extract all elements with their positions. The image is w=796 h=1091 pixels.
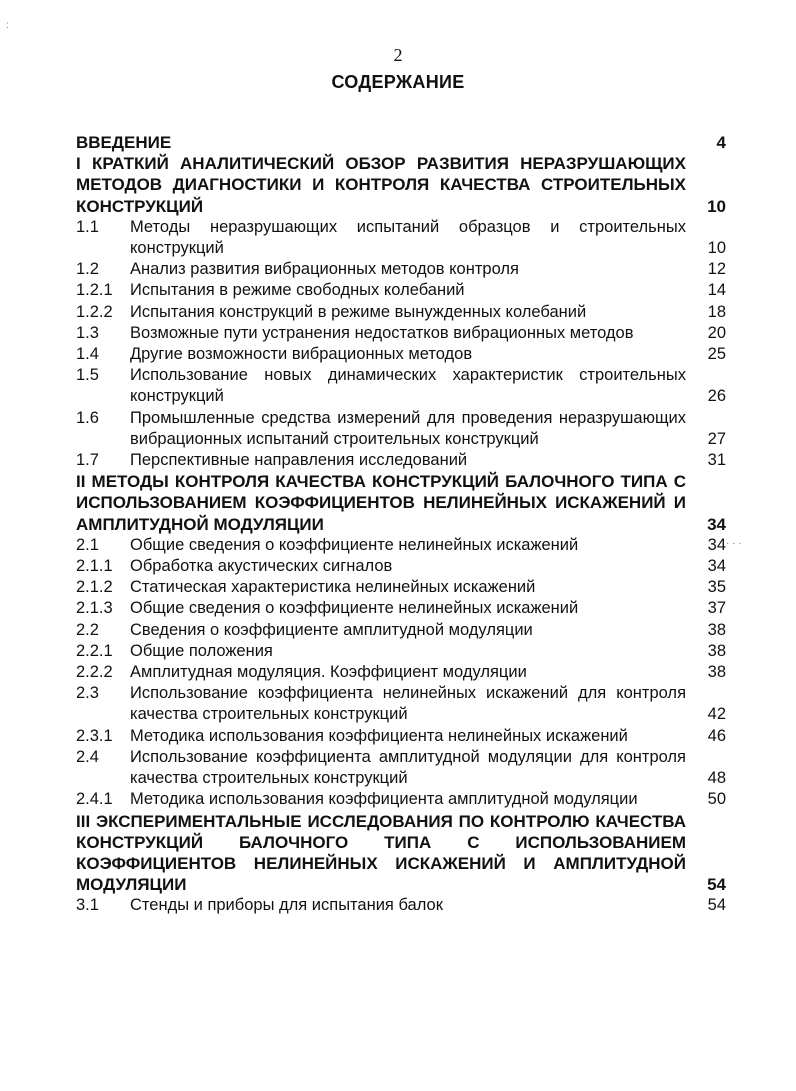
toc-entry-title: Анализ развития вибрационных методов контроля (130, 260, 519, 279)
toc-entry-number: 1.5 (76, 366, 99, 385)
toc-entry-title: Промышленные средства измерений для проведения неразрушающих вибрационных испытаний строительных конструкций (130, 408, 686, 448)
toc-entry-page: 26 (707, 387, 726, 406)
toc-entry-number: 2.3.1 (76, 726, 113, 745)
toc-entry-page: 14 (707, 281, 726, 300)
toc-section-entry (76, 302, 726, 323)
toc-entry-number: 2.1.1 (76, 557, 113, 576)
toc-entry-title: Стенды и приборы для испытания балок (130, 896, 443, 915)
toc-entry-title: Обработка акустических сигналов (130, 557, 393, 576)
toc-section-entry (76, 641, 726, 662)
toc-section-entry (76, 280, 726, 301)
table-of-contents (76, 132, 726, 917)
toc-section-entry (76, 365, 726, 407)
toc-entry-page: 31 (707, 451, 726, 470)
page-number: 2 (393, 45, 403, 65)
toc-entry-number: 1.2.1 (76, 281, 113, 300)
toc-entry-title: Методы неразрушающих испытаний образцов и строительных конструкций (130, 217, 686, 258)
toc-entry-number: 1.2.2 (76, 302, 113, 321)
toc-entry-title: ВВЕДЕНИЕ (76, 133, 172, 152)
toc-entry-title: Общие сведения о коэффициенте нелинейных искажений (130, 535, 579, 554)
toc-section-entry (76, 747, 726, 789)
toc-entry-number: 1.6 (76, 408, 99, 427)
toc-section-entry (76, 535, 726, 556)
toc-entry-page: 38 (707, 641, 726, 660)
toc-section-entry (76, 450, 726, 471)
toc-entry-number: 1.4 (76, 345, 99, 364)
toc-section-entry (76, 259, 726, 280)
toc-entry-title: Перспективные направления исследований (130, 451, 468, 470)
toc-entry-page: 18 (707, 302, 726, 321)
toc-entry-number: 3.1 (76, 896, 99, 915)
toc-entry-title: II МЕТОДЫ КОНТРОЛЯ КАЧЕСТВА КОНСТРУКЦИЙ БАЛОЧНОГО ТИПА С ИСПОЛЬЗОВАНИЕМ КОЭФФИЦИЕНТОВ НЕЛИНЕЙНЫХ ИСКАЖЕНИЙ И АМПЛИТУДНОЙ МОДУЛЯЦИИ (76, 472, 686, 534)
toc-entry-number: 1.1 (76, 217, 99, 236)
toc-entry-page: 34 (707, 557, 726, 576)
toc-entry-page: 4 (716, 133, 726, 152)
toc-entry-title: Использование коэффициента амплитудной модуляции для контроля качества строительных конструкций (130, 747, 686, 788)
toc-entry-page: 54 (707, 896, 726, 915)
toc-entry-page: 38 (707, 620, 726, 639)
toc-section-entry (76, 408, 726, 450)
toc-entry-number: 1.2 (76, 260, 99, 279)
toc-entry-number: 1.3 (76, 323, 99, 342)
toc-entry-page: 27 (707, 429, 726, 448)
toc-entry-title: I КРАТКИЙ АНАЛИТИЧЕСКИЙ ОБЗОР РАЗВИТИЯ НЕРАЗРУШАЮЩИХ МЕТОДОВ ДИАГНОСТИКИ И КОНТРОЛЯ КАЧЕСТВА СТРОИТЕЛЬНЫХ КОНСТРУКЦИЙ (76, 154, 686, 216)
toc-entry-title: Статическая характеристика нелинейных искажений (130, 578, 536, 597)
toc-entry-title: Амплитудная модуляция. Коэффициент модуляции (130, 663, 527, 682)
toc-entry-page: 38 (707, 663, 726, 682)
toc-entry-number: 2.2 (76, 620, 99, 639)
toc-entry-number: 1.7 (76, 451, 99, 470)
toc-entry-page: 46 (707, 726, 726, 745)
toc-section-entry (76, 789, 726, 810)
toc-entry-title: Возможные пути устранения недостатков вибрационных методов (130, 323, 634, 342)
toc-section-entry (76, 726, 726, 747)
toc-section-entry (76, 598, 726, 619)
toc-entry-page: 10 (707, 239, 726, 258)
toc-section-entry (76, 683, 726, 725)
toc-entry-number: 2.4.1 (76, 790, 113, 809)
toc-chapter-entry (76, 471, 726, 535)
toc-entry-page: 34 (707, 514, 726, 534)
toc-section-entry (76, 620, 726, 641)
toc-entry-page: 42 (707, 705, 726, 724)
toc-entry-page: 37 (707, 599, 726, 618)
toc-entry-title: Испытания в режиме свободных колебаний (130, 281, 465, 300)
toc-chapter-entry (76, 132, 726, 153)
scan-speck: · · · (726, 538, 742, 549)
toc-entry-page: 48 (707, 769, 726, 788)
toc-entry-title: III ЭКСПЕРИМЕНТАЛЬНЫЕ ИССЛЕДОВАНИЯ ПО КОНТРОЛЮ КАЧЕСТВА КОНСТРУКЦИЙ БАЛОЧНОГО ТИПА С ИСПОЛЬЗОВАНИЕМ КОЭФФИЦИЕНТОВ НЕЛИНЕЙНЫХ ИСКАЖЕНИЙ И АМПЛИТУДНОЙ МОДУЛЯЦИИ (76, 811, 686, 895)
toc-entry-title: Сведения о коэффициенте амплитудной модуляции (130, 620, 533, 639)
toc-entry-title: Использование новых динамических характеристик строительных конструкций (130, 366, 686, 406)
toc-entry-number: 2.3 (76, 684, 99, 703)
toc-chapter-entry (76, 153, 726, 217)
toc-entry-page: 35 (707, 578, 726, 597)
toc-entry-number: 2.2.1 (76, 641, 113, 660)
toc-section-entry (76, 577, 726, 598)
toc-entry-number: 2.2.2 (76, 663, 113, 682)
toc-entry-number: 2.1 (76, 535, 99, 554)
toc-entry-number: I (76, 154, 81, 174)
toc-entry-page: 54 (707, 875, 726, 895)
toc-section-entry (76, 556, 726, 577)
toc-section-entry (76, 344, 726, 365)
toc-section-entry (76, 323, 726, 344)
toc-entry-title: Использование коэффициента нелинейных искажений для контроля качества строительных конструкций (130, 684, 686, 724)
toc-entry-page: 20 (707, 323, 726, 342)
toc-entry-number: 2.4 (76, 747, 99, 766)
toc-section-entry (76, 217, 726, 259)
toc-entry-page: 12 (707, 260, 726, 279)
toc-chapter-entry (76, 811, 726, 896)
scan-speck: : (6, 20, 9, 31)
toc-entry-page: 34 (707, 535, 726, 554)
toc-entry-number: II (76, 472, 86, 492)
toc-entry-page: 50 (707, 790, 726, 809)
toc-entry-title: Испытания конструкций в режиме вынужденных колебаний (130, 302, 587, 321)
toc-entry-number: III (76, 811, 91, 831)
toc-section-entry (76, 895, 726, 916)
document-title: СОДЕРЖАНИЕ (331, 72, 465, 92)
toc-entry-page: 25 (707, 345, 726, 364)
toc-entry-title: Методика использования коэффициента нелинейных искажений (130, 726, 628, 745)
toc-entry-page: 10 (707, 196, 726, 216)
toc-entry-title: Общие положения (130, 641, 273, 660)
toc-entry-title: Общие сведения о коэффициенте нелинейных искажений (130, 599, 579, 618)
toc-entry-number: 2.1.2 (76, 578, 113, 597)
toc-entry-number: 2.1.3 (76, 599, 113, 618)
toc-entry-title: Методика использования коэффициента амплитудной модуляции (130, 790, 638, 809)
toc-entry-title: Другие возможности вибрационных методов (130, 345, 473, 364)
toc-section-entry (76, 662, 726, 683)
